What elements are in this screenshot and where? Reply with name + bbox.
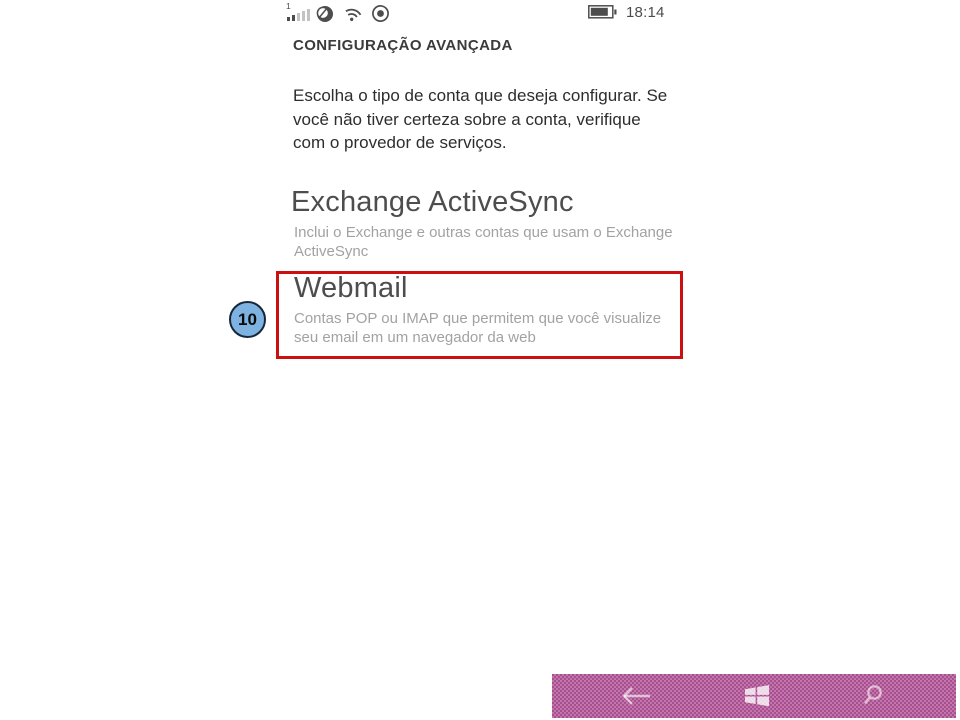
back-arrow-icon — [621, 685, 653, 707]
wifi-icon — [342, 4, 364, 24]
option-webmail-subtitle — [294, 310, 661, 347]
cellular-signal-icon — [286, 1, 312, 23]
annotation-step-badge: 10 — [229, 301, 266, 338]
start-button[interactable] — [729, 674, 785, 718]
description-line: Escolha o tipo de conta que deseja configurar. Se — [293, 86, 668, 105]
search-button[interactable] — [845, 674, 901, 718]
status-time: 18:14 — [626, 4, 665, 21]
description-line: com o provedor de serviços. — [293, 133, 507, 152]
back-button[interactable] — [609, 674, 665, 718]
phone-screen — [276, 0, 680, 720]
signal-roaming-label: 1 — [286, 1, 291, 11]
windows-logo-icon — [743, 681, 771, 711]
navigation-bar — [552, 674, 956, 718]
page-title: CONFIGURAÇÃO AVANÇADA — [293, 37, 513, 54]
description-line: você não tiver certeza sobre a conta, verifique — [293, 109, 641, 129]
location-icon — [371, 4, 390, 23]
subtitle-line: ActiveSync — [294, 242, 369, 260]
subtitle-line: seu email em um navegador da web — [294, 328, 536, 346]
subtitle-line: Inclui o Exchange e outras contas que usam o Exchange — [294, 224, 673, 241]
data-connection-icon — [315, 4, 335, 24]
page-description — [293, 84, 667, 155]
subtitle-line: Contas POP ou IMAP que permitem que você visualize — [294, 310, 662, 327]
option-webmail[interactable]: Webmail — [294, 272, 408, 304]
battery-icon — [588, 5, 617, 19]
option-exchange-activesync[interactable]: Exchange ActiveSync — [291, 186, 574, 218]
option-exchange-activesync-subtitle — [294, 224, 673, 261]
search-icon — [861, 684, 885, 708]
